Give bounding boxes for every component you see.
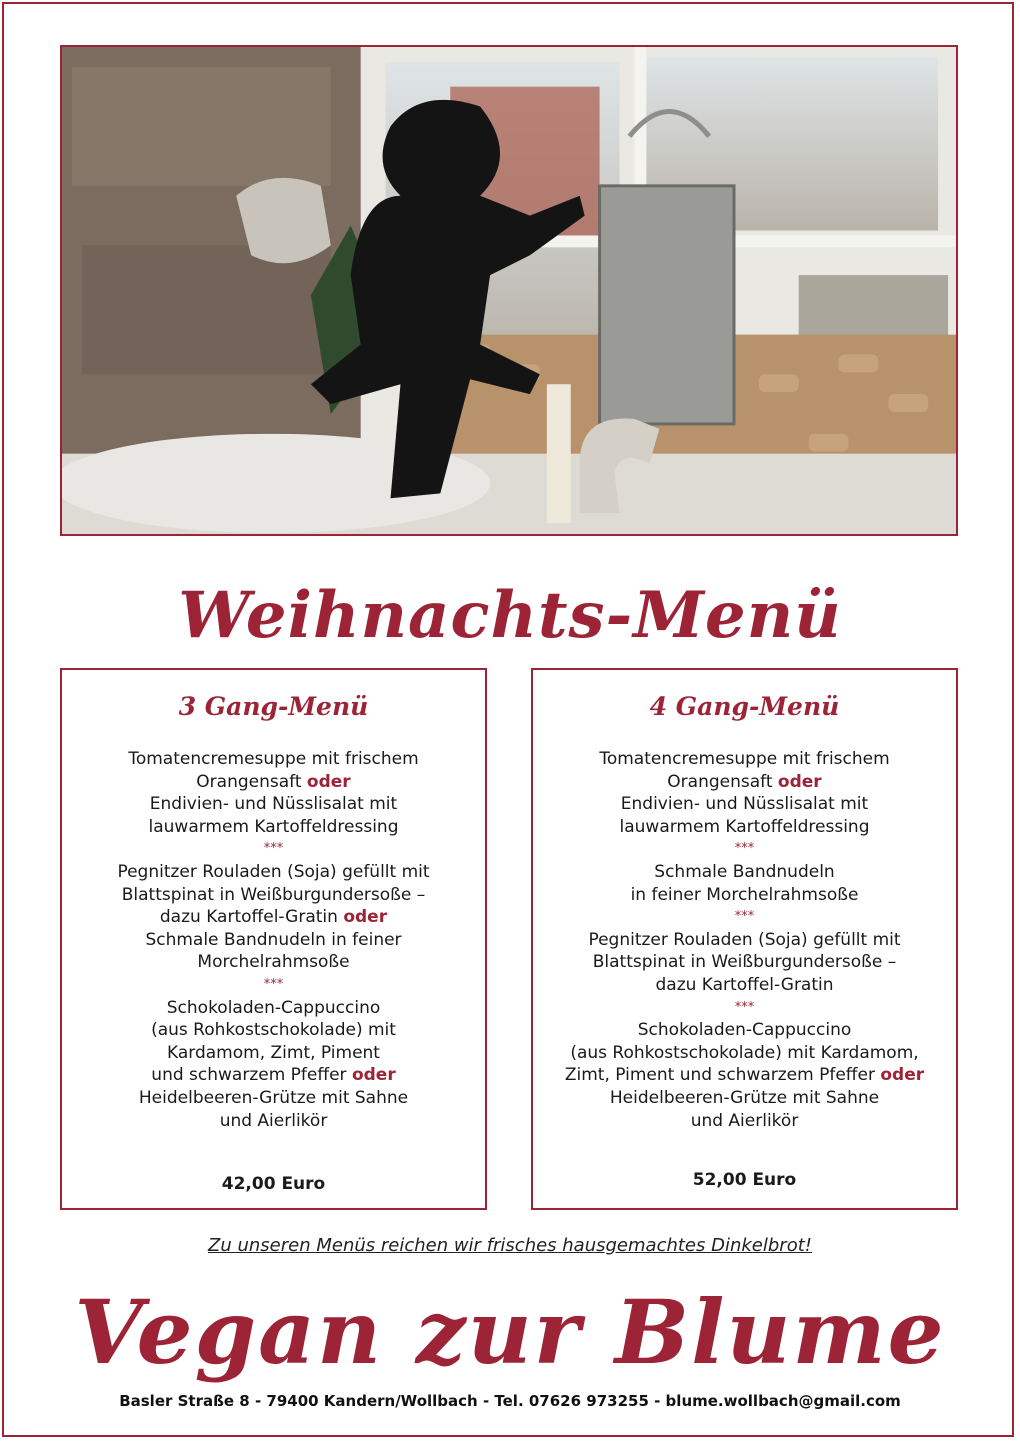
- course-line: [62, 1019, 485, 1042]
- course-text: und schwarzem Pfeffer: [151, 1065, 352, 1086]
- course-text: lauwarmem Kartoffeldressing: [619, 816, 870, 837]
- course-line: [62, 1042, 485, 1065]
- bread-note: Zu unseren Menüs reichen wir frisches hausgemachtes Dinkelbrot!: [208, 1235, 812, 1256]
- course-line: [62, 861, 485, 884]
- course-separator: ***: [734, 999, 755, 1015]
- course-text: dazu Kartoffel-Gratin: [159, 907, 344, 928]
- course-line: [62, 771, 485, 794]
- course-text: Morchelrahmsoße: [197, 952, 350, 973]
- four-course-menu-box: [531, 668, 958, 1210]
- four-course-menu-price: 52,00 Euro: [692, 1170, 797, 1190]
- course-line: [533, 1042, 956, 1065]
- course-line: [62, 793, 485, 816]
- course-separator: ***: [263, 841, 284, 857]
- course-text: Heidelbeeren-Grütze mit Sahne: [609, 1087, 880, 1108]
- course-line: [533, 793, 956, 816]
- course-line: [62, 997, 485, 1020]
- course-line: [62, 748, 485, 771]
- three-course-menu-title: 3 Gang-Menü: [178, 692, 369, 721]
- course-line: [533, 929, 956, 952]
- course-text: Orangensaft: [667, 771, 778, 792]
- course-text: Tomatencremesuppe mit frischem: [128, 749, 419, 769]
- course-line: [533, 1110, 956, 1133]
- course-line: [62, 951, 485, 974]
- course-line: [62, 929, 485, 952]
- alternative-marker: oder: [306, 771, 351, 792]
- course-text: Schmale Bandnudeln: [654, 861, 835, 882]
- course-line: [62, 1064, 485, 1087]
- course-text: (aus Rohkostschokolade) mit Kardamom,: [570, 1042, 919, 1063]
- course-line: [533, 861, 956, 884]
- course-line: [533, 884, 956, 907]
- course-text: in feiner Morchelrahmsoße: [630, 884, 859, 905]
- alternative-marker: oder: [351, 1065, 396, 1086]
- course-line: [62, 906, 485, 929]
- course-line: [533, 1064, 956, 1087]
- course-text: Heidelbeeren-Grütze mit Sahne: [138, 1087, 409, 1108]
- course-text: Orangensaft: [196, 771, 307, 792]
- three-course-menu-courses: [62, 748, 485, 1132]
- course-line: [62, 1087, 485, 1110]
- course-line: [533, 771, 956, 794]
- contact-address: Basler Straße 8 - 79400 Kandern/Wollbach - Tel. 07626 973255 - blume.wollbach@gmail.com: [119, 1392, 901, 1410]
- course-text: dazu Kartoffel-Gratin: [655, 974, 834, 995]
- alternative-marker: oder: [343, 907, 388, 928]
- course-text: Endivien- und Nüsslisalat mit: [149, 794, 398, 815]
- four-course-menu-title: 4 Gang-Menü: [649, 692, 840, 721]
- alternative-marker: oder: [880, 1065, 925, 1086]
- course-text: und Aierlikör: [690, 1110, 799, 1131]
- course-line: [533, 816, 956, 839]
- course-line: [62, 884, 485, 907]
- course-text: Pegnitzer Rouladen (Soja) gefüllt mit: [588, 929, 901, 950]
- four-course-menu-courses: [533, 748, 956, 1132]
- course-text: Tomatencremesuppe mit frischem: [599, 749, 890, 769]
- course-text: Blattspinat in Weißburgundersoße –: [121, 884, 426, 905]
- course-text: Zimt, Piment und schwarzem Pfeffer: [564, 1065, 881, 1086]
- course-separator: ***: [734, 841, 755, 857]
- course-text: lauwarmem Kartoffeldressing: [148, 816, 399, 837]
- course-line: [533, 748, 956, 771]
- course-text: Schokoladen-Cappuccino: [637, 1020, 852, 1041]
- course-text: und Aierlikör: [219, 1110, 328, 1131]
- course-separator: ***: [263, 976, 284, 992]
- course-text: Endivien- und Nüsslisalat mit: [620, 794, 869, 815]
- course-text: Kardamom, Zimt, Piment: [167, 1042, 380, 1063]
- course-line: [533, 1019, 956, 1042]
- course-separator: ***: [734, 909, 755, 925]
- christmas-window-photo: [60, 45, 958, 536]
- three-course-menu-box: [60, 668, 487, 1210]
- course-text: Blattspinat in Weißburgundersoße –: [592, 952, 897, 973]
- course-line: [62, 816, 485, 839]
- alternative-marker: oder: [777, 771, 822, 792]
- course-text: Schmale Bandnudeln in feiner: [145, 929, 402, 950]
- course-line: [533, 974, 956, 997]
- course-line: [533, 1087, 956, 1110]
- photo-illustration: [62, 47, 956, 534]
- three-course-menu-price: 42,00 Euro: [221, 1174, 326, 1194]
- restaurant-name: Vegan zur Blume: [74, 1280, 946, 1384]
- course-text: Pegnitzer Rouladen (Soja) gefüllt mit: [117, 861, 430, 882]
- course-line: [533, 951, 956, 974]
- course-text: (aus Rohkostschokolade) mit: [151, 1020, 396, 1041]
- course-line: [62, 1110, 485, 1133]
- menu-heading: Weihnachts-Menü: [178, 578, 842, 653]
- course-text: Schokoladen-Cappuccino: [166, 997, 381, 1018]
